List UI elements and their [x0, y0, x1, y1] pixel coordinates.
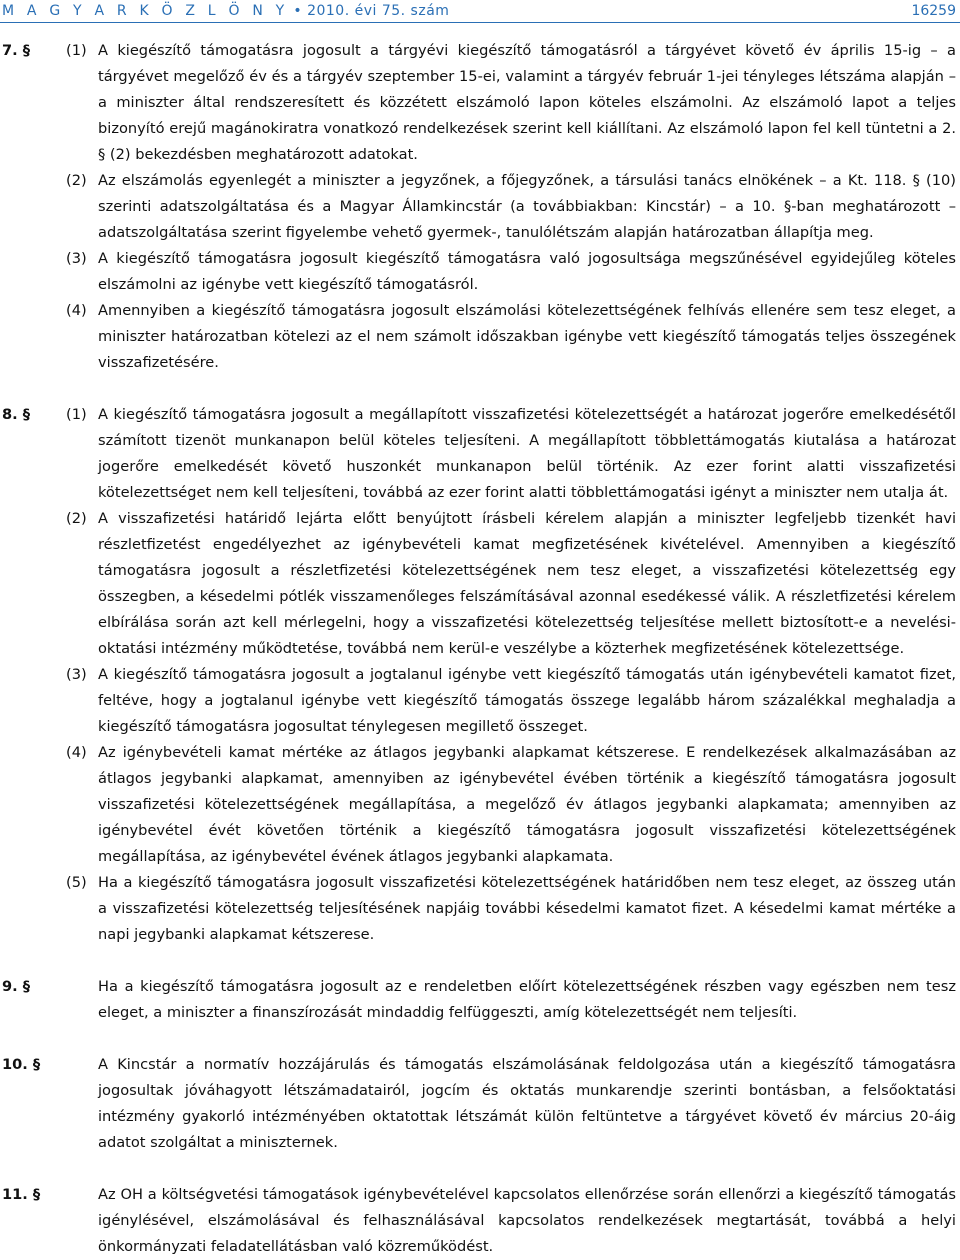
paragraph — [0, 740, 960, 870]
paragraph — [0, 246, 960, 298]
header-rule — [0, 22, 960, 23]
paragraph-text: Ha a kiegészítő támogatásra jogosult az e rendeletben előírt kötelezettségének részben vagy egészben nem tesz eleget, a miniszter a finanszírozását mindaddig felfüggeszti, amíg kötelezettségét nem teljesíti. — [98, 978, 956, 1021]
paragraph-number: (1) — [66, 406, 87, 423]
paragraph — [0, 402, 960, 506]
paragraph-text: A kiegészítő támogatásra jogosult kiegészítő támogatásra való jogosultsága megszűnésével egyidejűleg köteles elszámolni az igénybe vett kiegészítő támogatásról. — [98, 250, 956, 293]
paragraph — [0, 38, 960, 168]
document-body — [0, 38, 960, 1260]
paragraph-number: (2) — [66, 172, 87, 189]
section-gap — [0, 948, 960, 974]
section — [0, 402, 960, 948]
section-number: 8. § — [2, 406, 31, 423]
paragraph-text: A Kincstár a normatív hozzájárulás és támogatás elszámolásának feldolgozása után a kiegészítő támogatásra jogosultak jóváhagyott létszámadatairól, jogcím és oktatás munkarendje szerinti bontásban, a felsőoktatási intézmény gyakorló intézményében oktatottak létszámát külön feltüntetve a tárgyévet követő év március 20-áig adatot szolgáltat a miniszternek. — [98, 1056, 956, 1151]
paragraph-number: (4) — [66, 744, 87, 761]
section-number: 11. § — [2, 1186, 41, 1203]
paragraph-text: Az elszámolás egyenlegét a miniszter a jegyzőnek, a főjegyzőnek, a társulási tanács elnökének – a Kt. 118. § (10) szerinti adatszolgáltatása és a Magyar Államkincstár (a továbbiakban: Kincstár) – a 10. §-ban meghatározott – adatszolgáltatása szerint figyelembe vehető gyermek-, tanulólétszám alapján határozatban állapítja meg. — [98, 172, 956, 241]
section — [0, 1182, 960, 1260]
paragraph-number: (3) — [66, 250, 87, 267]
section-number: 7. § — [2, 42, 31, 59]
paragraph — [0, 870, 960, 948]
paragraph-text: A visszafizetési határidő lejárta előtt benyújtott írásbeli kérelem alapján a miniszter legfeljebb tizenkét havi részletfizetést engedélyezhet az igénybevételi kamat megfizetésének kivételével. Amennyiben a kiegészítő támogatásra jogosult a részletfizetési kötelezettségének nem tesz eleget, a visszafizetési kötelezettség egy összegben, a késedelmi pótlék visszamenőleges felszámításával azonnal esedékessé válik. A részletfizetési kérelem elbírálása során azt kell mérlegelni, hogy a visszafizetési kötelezettség teljesítése mellett biztosított-e a nevelési-oktatási intézmény működtetése, továbbá nem kerül-e veszélybe a közterhek megfizetésének kötelezettsége. — [98, 510, 956, 657]
paragraph-text: Amennyiben a kiegészítő támogatásra jogosult elszámolási kötelezettségének felhívás ellenére sem tesz eleget, a miniszter határozatban kötelezi az el nem számolt időszakban igénybe vett kiegészítő támogatás teljes összegének visszafizetésére. — [98, 302, 956, 371]
paragraph — [0, 974, 960, 1026]
paragraph-text: Az OH a költségvetési támogatások igénybevételével kapcsolatos ellenőrzése során ellenőrzi a kiegészítő támogatás igénylésével, elszámolásával és felhasználásával kapcsolatos rendelkezések megtartását, továbbá a helyi önkormányzati feladatellátásban való közreműködést. — [98, 1186, 956, 1255]
section-gap — [0, 376, 960, 402]
paragraph — [0, 298, 960, 376]
paragraph-text: A kiegészítő támogatásra jogosult a tárgyévi kiegészítő támogatásról a tárgyévet követő év április 15-ig – a tárgyévet megelőző év és a tárgyév szeptember 15-ei, valamint a tárgyév február 1-jei tényleges létszáma alapján – a miniszter által rendszeresített és közzétett elszámoló lapon köteles elszámolni. Az elszámoló lapot a teljes bizonyító erejű magánokiratra vonatkozó rendelkezések szerint kell kiállítani. Az elszámoló lapon fel kell tüntetni a 2. § (2) bekezdésben meghatározott adatokat. — [98, 42, 956, 163]
paragraph-text: Az igénybevételi kamat mértéke az átlagos jegybanki alapkamat kétszerese. E rendelkezések alkalmazásában az átlagos jegybanki alapkamat, amennyiben az igénybevétel évében történik a kiegészítő támogatásra jogosult visszafizetési kötelezettségének megállapítása, a megelőző év átlagos jegybanki alapkamata; amennyiben az igénybevétel évét követően történik a kiegészítő támogatásra jogosult visszafizetési kötelezettségének megállapítása, az igénybevétel évének átlagos jegybanki alapkamata. — [98, 744, 956, 865]
issue-label: 2010. évi 75. szám — [307, 3, 450, 19]
section — [0, 38, 960, 376]
paragraph-number: (2) — [66, 510, 87, 527]
header-bullet: • — [293, 3, 303, 19]
header-left — [2, 3, 449, 19]
journal-title: M A G Y A R K Ö Z L Ö N Y — [2, 3, 289, 19]
paragraph-number: (3) — [66, 666, 87, 683]
section-gap — [0, 1026, 960, 1052]
section-gap — [0, 1156, 960, 1182]
paragraph — [0, 168, 960, 246]
section-number: 10. § — [2, 1056, 41, 1073]
paragraph-text: A kiegészítő támogatásra jogosult a megállapított visszafizetési kötelezettségét a határozat jogerőre emelkedésétől számított tizenöt munkanapon belül köteles teljesíteni. A megállapított többlettámogatás kiutalása a határozat jogerőre emelkedését követő huszonkét munkanapon belül történik. Az ezer forint alatti visszafizetési kötelezettséget nem kell teljesíteni, továbbá az ezer forint alatti többlettámogatási igényt a miniszter nem utalja át. — [98, 406, 956, 501]
section — [0, 1052, 960, 1156]
paragraph-number: (1) — [66, 42, 87, 59]
section-number: 9. § — [2, 978, 31, 995]
paragraph-text: A kiegészítő támogatásra jogosult a jogtalanul igénybe vett kiegészítő támogatás után igénybevételi kamatot fizet, feltéve, hogy a jogtalanul igénybe vett kiegészítő támogatás összege legalább három százalékkal meghaladja a kiegészítő támogatásra jogosultat ténylegesen megillető összeget. — [98, 666, 956, 735]
page-header — [0, 0, 960, 22]
paragraph-number: (5) — [66, 874, 87, 891]
paragraph — [0, 1182, 960, 1260]
page-number: 16259 — [911, 3, 956, 19]
paragraph — [0, 662, 960, 740]
paragraph-number: (4) — [66, 302, 87, 319]
paragraph-text: Ha a kiegészítő támogatásra jogosult visszafizetési kötelezettségének határidőben nem tesz eleget, az összeg után a visszafizetési kötelezettség teljesítésének napjáig további késedelmi kamatot fizet. A késedelmi kamat mértéke a napi jegybanki alapkamat kétszerese. — [98, 874, 956, 943]
paragraph — [0, 506, 960, 662]
paragraph — [0, 1052, 960, 1156]
section — [0, 974, 960, 1026]
